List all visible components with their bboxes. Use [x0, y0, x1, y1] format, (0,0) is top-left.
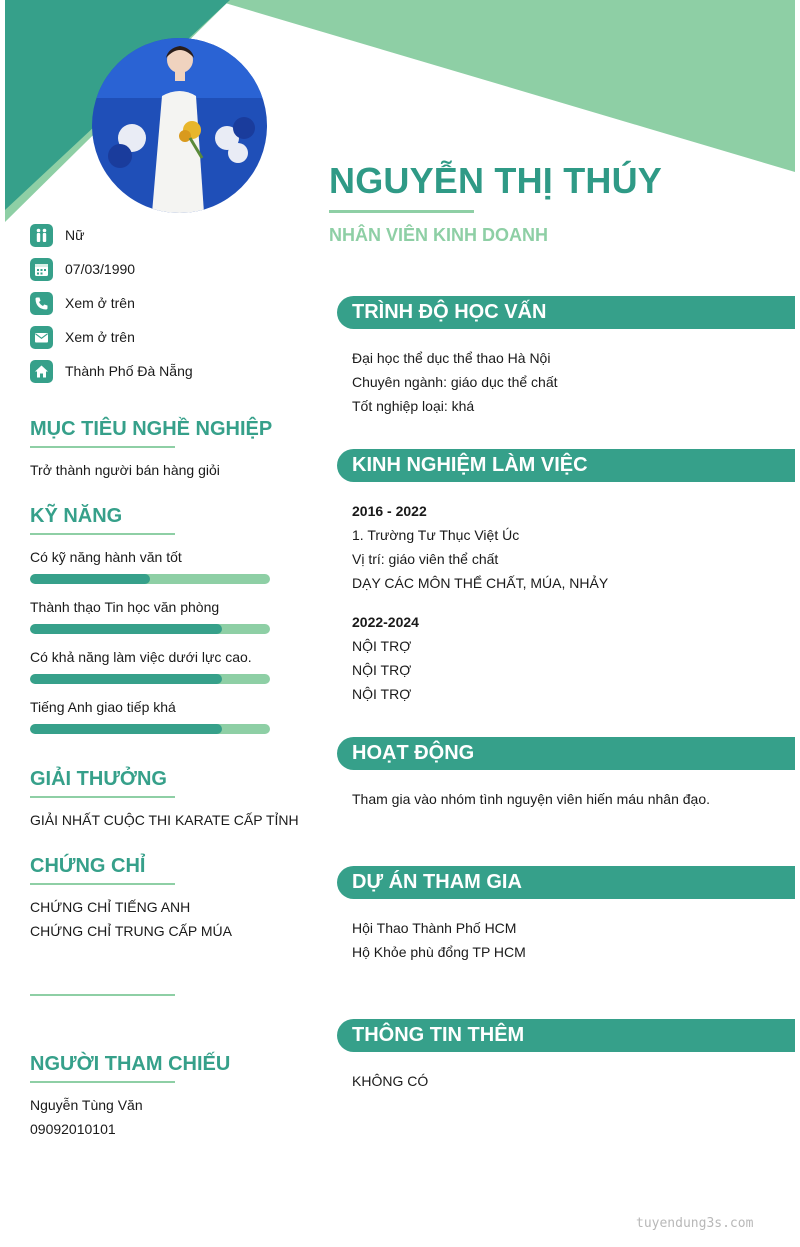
additional-text: KHÔNG CÓ — [352, 1073, 429, 1089]
email-text: Xem ở trên — [65, 329, 135, 345]
avatar-photo — [92, 38, 267, 213]
reference-phone: 09092010101 — [30, 1121, 116, 1137]
education-header — [337, 296, 795, 329]
references-underline — [30, 1081, 175, 1083]
email-icon — [30, 326, 53, 349]
light-green-triangle — [215, 0, 795, 172]
gender-icon — [30, 224, 53, 247]
skill-name: Có kỹ năng hành văn tốt — [30, 549, 182, 565]
watermark: tuyendung3s.com — [636, 1216, 754, 1231]
education-line: Tốt nghiệp loại: khá — [352, 398, 475, 414]
skills-heading: KỸ NĂNG — [30, 505, 123, 527]
activities-header — [337, 737, 795, 770]
project-line: Hộ Khỏe phù đổng TP HCM — [352, 944, 526, 960]
contact-gender — [30, 223, 84, 247]
gender-text: Nữ — [65, 227, 85, 243]
objective-text: Trở thành người bán hàng giỏi — [30, 462, 220, 478]
experience-period: 2016 - 2022 — [352, 503, 427, 519]
name-underline — [329, 210, 474, 213]
certificates-heading: CHỨNG CHỈ — [30, 855, 146, 877]
candidate-name: NGUYỄN THỊ THÚY — [329, 160, 663, 201]
experience-heading: KINH NGHIỆM LÀM VIỆC — [352, 454, 588, 476]
skill-name: Có khả năng làm việc dưới lực cao. — [30, 649, 252, 665]
skill-bar-track — [30, 674, 270, 684]
education-line: Đại học thể dục thể thao Hà Nội — [352, 350, 551, 366]
experience-header — [337, 449, 795, 482]
skill-bar-track — [30, 624, 270, 634]
skill-bar-fill — [30, 674, 222, 684]
skill-bar-fill — [30, 574, 150, 584]
experience-line: 1. Trường Tư Thục Việt Úc — [352, 527, 520, 543]
experience-line: NỘI TRỢ — [352, 662, 412, 678]
objective-heading: MỤC TIÊU NGHỀ NGHIỆP — [30, 418, 273, 440]
skill-name: Thành thạo Tin học văn phòng — [30, 599, 220, 615]
activities-text: Tham gia vào nhóm tình nguyện viên hiến máu nhân đạo. — [352, 791, 711, 807]
home-icon — [30, 360, 53, 383]
experience-period: 2022-2024 — [352, 614, 419, 630]
phone-text: Xem ở trên — [65, 295, 135, 311]
objective-underline — [30, 446, 175, 448]
certificate-item: CHỨNG CHỈ TRUNG CẤP MÚA — [30, 923, 233, 939]
address-text: Thành Phố Đà Nẵng — [65, 363, 193, 379]
skill-bar-track — [30, 574, 270, 584]
additional-header — [337, 1019, 795, 1052]
skills-underline — [30, 533, 175, 535]
skill-name: Tiếng Anh giao tiếp khá — [30, 699, 176, 715]
avatar — [92, 38, 267, 213]
contact-birthdate — [30, 257, 135, 281]
references-heading: NGƯỜI THAM CHIẾU — [30, 1053, 231, 1075]
contact-phone — [30, 291, 135, 315]
reference-name: Nguyễn Tùng Văn — [30, 1097, 143, 1113]
skill-bar-track — [30, 724, 270, 734]
projects-header — [337, 866, 795, 899]
projects-heading: DỰ ÁN THAM GIA — [352, 871, 522, 893]
skill-bar-fill — [30, 624, 222, 634]
activities-heading: HOẠT ĐỘNG — [352, 742, 475, 764]
contact-email — [30, 325, 135, 349]
awards-heading: GIẢI THƯỞNG — [30, 768, 167, 790]
phone-icon — [30, 292, 53, 315]
awards-underline — [30, 796, 175, 798]
certificates-underline — [30, 883, 175, 885]
empty-section-underline — [30, 994, 175, 996]
job-title: NHÂN VIÊN KINH DOANH — [329, 225, 549, 245]
project-line: Hội Thao Thành Phố HCM — [352, 920, 517, 936]
birthdate-text: 07/03/1990 — [65, 261, 136, 277]
education-heading: TRÌNH ĐỘ HỌC VẤN — [352, 301, 547, 323]
skill-bar-fill — [30, 724, 222, 734]
education-line: Chuyên ngành: giáo dục thể chất — [352, 374, 558, 390]
experience-line: NỘI TRỢ — [352, 638, 412, 654]
contact-address — [30, 359, 193, 383]
additional-heading: THÔNG TIN THÊM — [352, 1024, 525, 1046]
award-item: GIẢI NHẤT CUỘC THI KARATE CẤP TỈNH — [30, 812, 299, 828]
experience-line: Vị trí: giáo viên thể chất — [352, 551, 499, 567]
certificate-item: CHỨNG CHỈ TIẾNG ANH — [30, 899, 191, 915]
calendar-icon — [30, 258, 53, 281]
experience-line: NỘI TRỢ — [352, 686, 412, 702]
experience-line: DẠY CÁC MÔN THỂ CHẤT, MÚA, NHẢY — [352, 575, 609, 591]
